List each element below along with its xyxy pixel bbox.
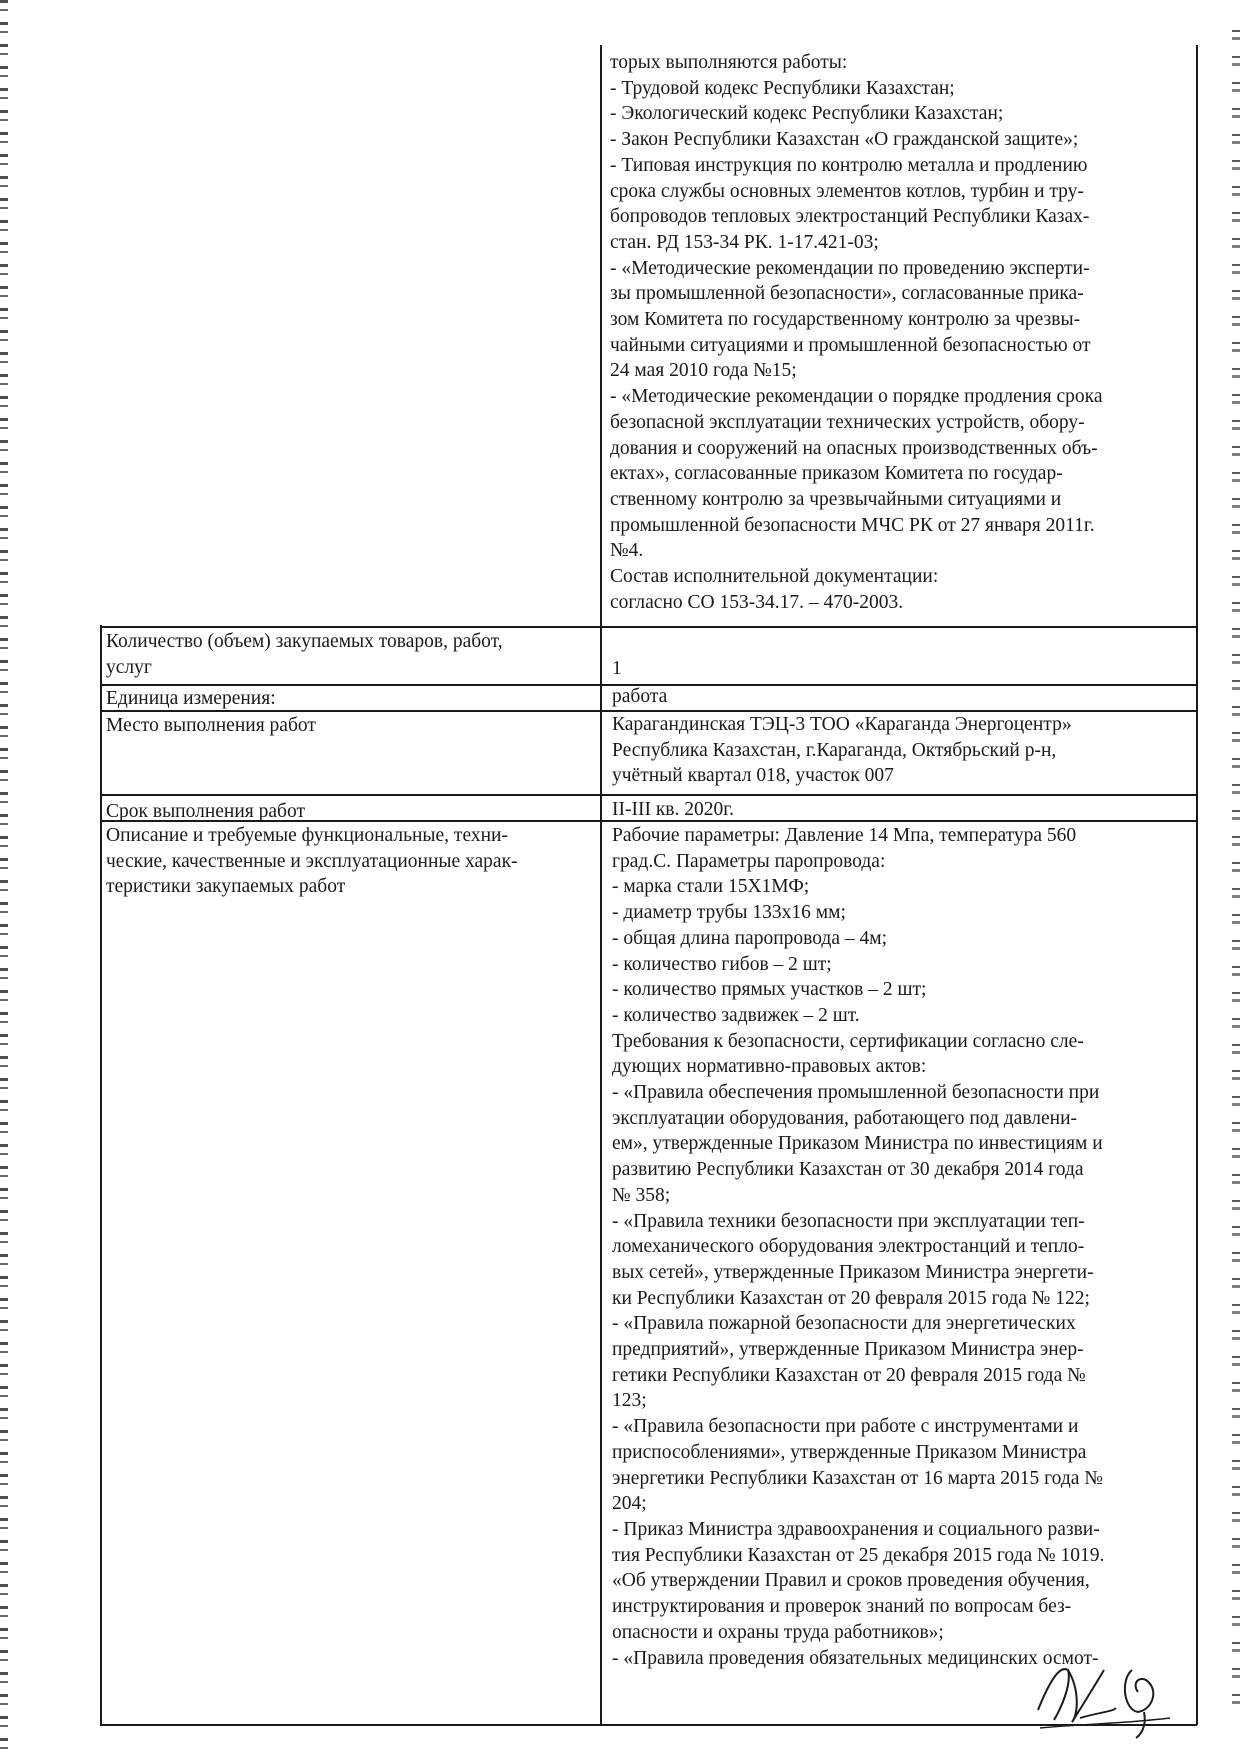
text-line: 24 мая 2010 года №15; bbox=[610, 360, 797, 382]
text-line: «Об утверждении Правил и сроков проведения обучения, bbox=[612, 1570, 1090, 1592]
quantity-value: 1 bbox=[612, 658, 622, 679]
text-line: № 358; bbox=[612, 1184, 671, 1206]
text-line: - Экологический кодекс Республики Казахстан; bbox=[610, 103, 1004, 125]
text-line: №4. bbox=[610, 540, 644, 562]
table-border-right bbox=[1196, 45, 1198, 1725]
text-line: - «Правила обеспечения промышленной безопасности при bbox=[612, 1082, 1100, 1104]
quantity-label bbox=[106, 629, 503, 680]
place-label: Место выполнения работ bbox=[106, 715, 316, 736]
text-line: безопасной эксплуатации технических устройств, обору- bbox=[610, 411, 1085, 433]
deadline-label: Срок выполнения работ bbox=[106, 801, 305, 822]
text-line: опасности и охраны труда работников»; bbox=[612, 1621, 944, 1643]
text-line: теристики закупаемых работ bbox=[106, 876, 346, 898]
text-line: Состав исполнительной документации: bbox=[610, 566, 939, 588]
text-line: - количество прямых участков – 2 шт; bbox=[612, 979, 927, 1001]
text-line: ки Республики Казахстан от 20 февраля 2015 года № 122; bbox=[612, 1287, 1090, 1309]
text-line: - марка стали 15Х1МФ; bbox=[612, 876, 810, 898]
text-line: град.С. Параметры паропровода: bbox=[612, 850, 886, 872]
text-line: 123; bbox=[612, 1390, 647, 1412]
text-line: Республика Казахстан, г.Караганда, Октябрьский р-н, bbox=[612, 739, 1057, 761]
text-line: торых выполняются работы: bbox=[610, 52, 848, 73]
text-line: зы промышленной безопасности», согласованные прика- bbox=[610, 283, 1084, 305]
scan-edge-right bbox=[1232, 30, 1240, 1710]
text-line: - «Правила техники безопасности при эксплуатации теп- bbox=[612, 1210, 1085, 1232]
text-line: ем», утвержденные Приказом Министра по инвестициям и bbox=[612, 1133, 1103, 1155]
text-line: гетики Республики Казахстан от 20 февраля 2015 года № bbox=[612, 1364, 1086, 1386]
text-line: учётный квартал 018, участок 007 bbox=[612, 765, 894, 787]
text-line: вых сетей», утвержденные Приказом Министра энергети- bbox=[612, 1261, 1094, 1283]
place-value bbox=[612, 712, 1072, 789]
text-line: - «Методические рекомендации по проведению эксперти- bbox=[610, 257, 1090, 279]
text-line: развитию Республики Казахстан от 30 декабря 2014 года bbox=[612, 1159, 1084, 1181]
text-line: 204; bbox=[612, 1493, 647, 1515]
text-line: ектах», согласованные приказом Комитета по государ- bbox=[610, 463, 1063, 485]
text-line: тия Республики Казахстан от 25 декабря 2015 года № 1019. bbox=[612, 1544, 1105, 1566]
text-line: энергетики Республики Казахстан от 16 марта 2015 года № bbox=[612, 1467, 1103, 1489]
text-line: - Приказ Министра здравоохранения и социального разви- bbox=[612, 1518, 1100, 1540]
handwritten-signature bbox=[1020, 1640, 1190, 1740]
text-line: эксплуатации оборудования, работающего под давлени- bbox=[612, 1107, 1078, 1129]
text-line: - диаметр трубы 133х16 мм; bbox=[612, 902, 846, 924]
text-line: Требования к безопасности, сертификации согласно сле- bbox=[612, 1030, 1084, 1052]
row-divider-4 bbox=[100, 794, 1197, 796]
text-line: бопроводов тепловых электростанций Республики Казах- bbox=[610, 206, 1090, 228]
unit-value: работа bbox=[612, 686, 668, 707]
table-border-left bbox=[100, 625, 102, 1725]
text-line: приспособлениями», утвержденные Приказом Министра bbox=[612, 1441, 1087, 1463]
text-line: предприятий», утвержденные Приказом Министра энер- bbox=[612, 1339, 1084, 1361]
text-line: дующих нормативно-правовых актов: bbox=[612, 1056, 927, 1078]
text-line: чайными ситуациями и промышленной безопасностью от bbox=[610, 334, 1091, 356]
text-line: Карагандинская ТЭЦ-3 ТОО «Караганда Энергоцентр» bbox=[612, 714, 1072, 735]
text-line: ственному контролю за чрезвычайными ситуациями и bbox=[610, 488, 1062, 510]
text-line: ломеханического оборудования электростанций и тепло- bbox=[612, 1236, 1085, 1258]
text-line: срока службы основных элементов котлов, турбин и тру- bbox=[610, 180, 1084, 202]
text-line: Описание и требуемые функциональные, техни- bbox=[106, 825, 508, 846]
text-line: - Трудовой кодекс Республики Казахстан; bbox=[610, 77, 955, 99]
text-line: - Типовая инструкция по контролю металла и продлению bbox=[610, 154, 1088, 176]
text-line: инструктирования и проверок знаний по вопросам без- bbox=[612, 1596, 1072, 1618]
text-line: стан. РД 153-34 РК. 1-17.421-03; bbox=[610, 231, 879, 253]
text-line: - общая длина паропровода – 4м; bbox=[612, 927, 887, 949]
text-line: - количество задвижек – 2 шт. bbox=[612, 1004, 860, 1026]
text-line: - «Правила проведения обязательных медицинских осмот- bbox=[612, 1647, 1099, 1669]
text-line: промышленной безопасности МЧС РК от 27 января 2011г. bbox=[610, 514, 1095, 536]
text-line: Количество (объем) закупаемых товаров, работ, bbox=[106, 631, 503, 652]
row-divider-1 bbox=[100, 626, 1197, 628]
text-line: - «Методические рекомендации о порядке продления срока bbox=[610, 386, 1103, 408]
text-line: согласно СО 153-34.17. – 470-2003. bbox=[610, 591, 904, 613]
deadline-value: II-III кв. 2020г. bbox=[612, 799, 734, 820]
regulations-text bbox=[610, 50, 1103, 615]
description-label bbox=[106, 823, 518, 900]
text-line: дования и сооружений на опасных производственных объ- bbox=[610, 437, 1098, 459]
scan-edge-left bbox=[0, 0, 8, 1754]
text-line: зом Комитета по государственному контролю за чрезвы- bbox=[610, 309, 1081, 331]
text-line: Рабочие параметры: Давление 14 Мпа, температура 560 bbox=[612, 825, 1077, 846]
text-line: - Закон Республики Казахстан «О гражданской защите»; bbox=[610, 129, 1079, 151]
text-line: - количество гибов – 2 шт; bbox=[612, 953, 832, 975]
text-line: - «Правила безопасности при работе с инструментами и bbox=[612, 1416, 1079, 1438]
description-value bbox=[612, 823, 1104, 1671]
unit-label: Единица измерения: bbox=[106, 688, 276, 709]
text-line: услуг bbox=[106, 656, 152, 678]
text-line: ческие, качественные и эксплуатационные харак- bbox=[106, 850, 518, 872]
text-line: - «Правила пожарной безопасности для энергетических bbox=[612, 1313, 1076, 1335]
table-border-middle bbox=[600, 45, 602, 1725]
